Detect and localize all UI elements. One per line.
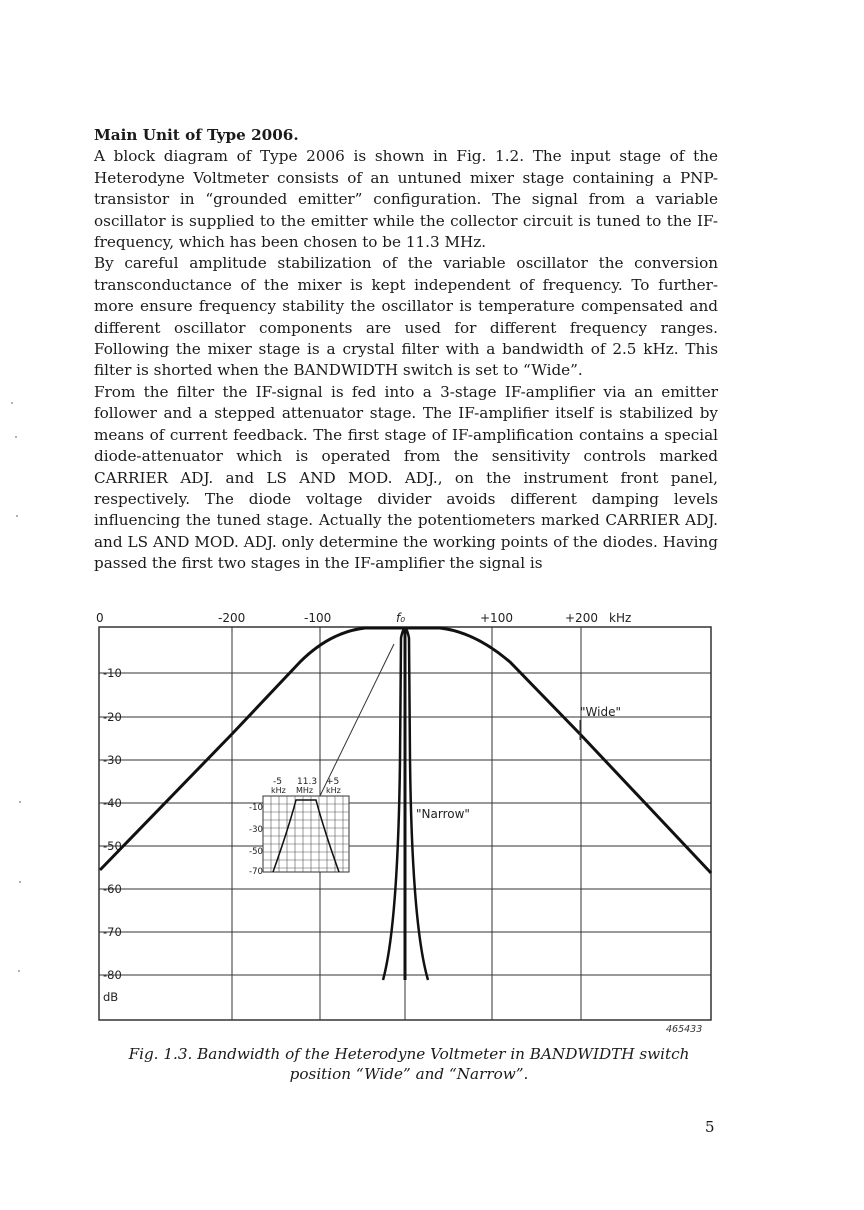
inset-y-tick-70: -70 (249, 867, 263, 877)
inset-x-tick-plus5: +5 (326, 777, 340, 787)
x-tick-minus100: -100 (304, 611, 332, 625)
y-tick-10: -10 (103, 666, 122, 680)
paragraph-3: From the filter the IF-signal is fed into a 3-stage IF-amplifier via an emitter follower and a stepped attenuator stage. The IF-amplifier itself is stabilized by means of current feedback. The first stage of IF-amplification contains a special diode-attenuator which is operated from the sensitivity controls marked CARRIER ADJ. and LS AND MOD. ADJ., on the instrument front panel, respectively. The diode voltage divider avoids different damping levels influencing the tuned stage. Actually the potentiometers marked CARRIER ADJ. and LS AND MOD. ADJ. only determine the working points of the diodes. Having passed the first two stages in the IF-amplifier the signal is (94, 382, 718, 573)
figure-ref-number: 465433 (666, 1024, 703, 1035)
inset-x-unit-left: kHz (271, 786, 286, 795)
inset-chart (249, 777, 349, 877)
y-tick-60: -60 (103, 882, 122, 896)
figure-caption (94, 1044, 724, 1084)
x-tick-plus200: +200 (565, 611, 598, 625)
section-heading: Main Unit of Type 2006. (94, 126, 299, 144)
x-unit-label: kHz (609, 611, 632, 625)
x-tick-f0: f₀ (396, 611, 406, 625)
x-tick-0: 0 (96, 611, 104, 625)
y-tick-labels (103, 666, 122, 1004)
y-tick-70: -70 (103, 925, 122, 939)
page-number: 5 (705, 1118, 715, 1136)
y-tick-30: -30 (103, 753, 122, 767)
x-tick-plus100: +100 (480, 611, 513, 625)
inset-frame (263, 796, 349, 872)
wide-label: "Wide" (580, 705, 621, 719)
inset-y-tick-10: -10 (249, 803, 263, 813)
paragraph-2: By careful amplitude stabilization of the variable oscillator the conversion transconductance of the mixer is kept independent of frequency. To further-more ensure frequency stability the oscillator is temperature compensated and different oscillator components are used for different frequency ranges. Following the mixer stage is a crystal filter with a bandwidth of 2.5 kHz. This filter is shorted when the BANDWIDTH switch is set to “Wide”. (94, 254, 718, 380)
caption-line-2: position “Wide” and “Narrow”. (289, 1065, 529, 1083)
y-tick-40: -40 (103, 796, 122, 810)
x-tick-minus200: -200 (218, 611, 246, 625)
y-unit-label: dB (103, 990, 119, 1004)
narrow-label: "Narrow" (416, 807, 470, 821)
y-tick-20: -20 (103, 710, 122, 724)
caption-line-1: Fig. 1.3. Bandwidth of the Heterodyne Voltmeter in BANDWIDTH switch (128, 1045, 690, 1063)
y-tick-80: -80 (103, 968, 122, 982)
inset-y-labels (249, 803, 263, 877)
inset-x-unit-right: kHz (326, 786, 341, 795)
y-tick-50: -50 (103, 839, 122, 853)
inset-y-tick-50: -50 (249, 847, 263, 857)
inset-y-tick-30: -30 (249, 825, 263, 835)
inset-x-tick-center: 11.3 (297, 777, 318, 787)
x-tick-labels (96, 611, 631, 625)
inset-top-labels (271, 777, 341, 795)
inset-x-tick-minus5: -5 (273, 777, 282, 787)
paragraph-1: A block diagram of Type 2006 is shown in Fig. 1.2. The input stage of the Heterodyne Voltmeter consists of an untuned mixer stage containing a PNP-transistor in “grounded emitter” configuration. The signal from a variable oscillator is supplied to the emitter while the collector circuit is tuned to the IF-frequency, which has been chosen to be 11.3 MHz. (94, 147, 718, 252)
inset-x-unit-center: MHz (296, 786, 314, 795)
scan-specks (11, 402, 21, 972)
